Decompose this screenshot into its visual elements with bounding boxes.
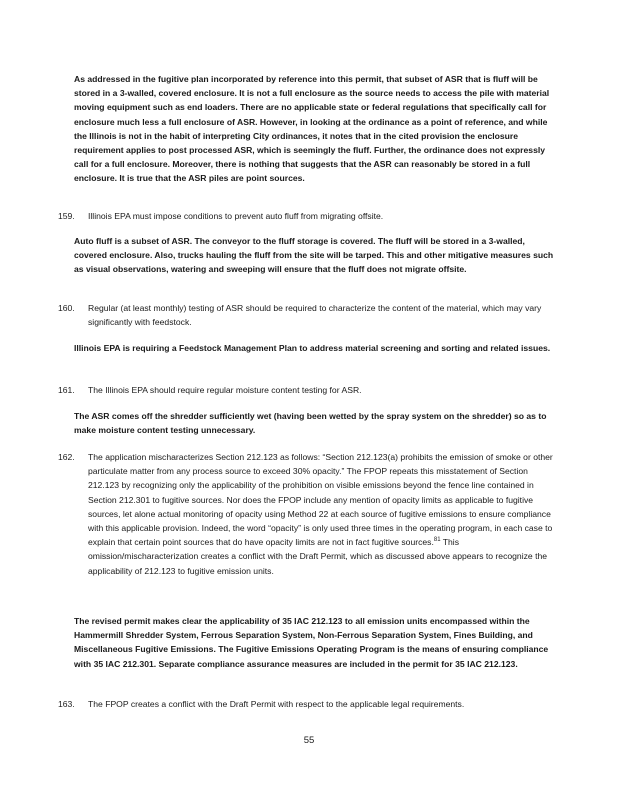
response-paragraph: Illinois EPA is requiring a Feedstock Management Plan to address material screening and sorting and related issues. — [74, 343, 551, 353]
comment-text: The Illinois EPA should require regular moisture content testing for ASR. — [88, 385, 362, 395]
comment-number: 159. — [58, 211, 75, 221]
comment-text: Illinois EPA must impose conditions to prevent auto fluff from migrating offsite. — [88, 211, 384, 221]
comment-text: Regular (at least monthly) testing of ASR should be required to characterize the content of the material, which may vary significantly with feedstock. — [88, 303, 542, 328]
footnote-marker: 81 — [433, 537, 441, 544]
page-number: 55 — [303, 735, 315, 746]
comment-number: 161. — [58, 385, 75, 395]
comment-text — [88, 450, 558, 578]
comment-text-part: The application mischaracterizes Section 212.123 as follows: “Section 212.123(a) prohibits the emission of smoke or other particulate matter from any process source to exceed 30% opacity.” The FPOP repeats this misstatement of Section 212.123 by recognizing only the applicability of the prohibition on visible emissions beyond the fence line contained in Section 212.301 to fugitive sources. Nor does the FPOP include any mention of opacity limits as applicable to fugitive sources, let alone actual monitoring of opacity using Method 22 at each source of fugitive emissions to ensure compliance with this applicable provision. Indeed, the word “opacity” is only used three times in the operating program, in each case to explain that certain point sources that do have opacity limits are not in fact fugitive sources. — [88, 452, 553, 548]
comment-number: 160. — [58, 303, 75, 313]
response-paragraph: The ASR comes off the shredder sufficiently wet (having been wetted by the spray system on the shredder) so as to make moisture content testing unnecessary. — [74, 411, 547, 436]
comment-text: The FPOP creates a conflict with the Draft Permit with respect to the applicable legal requirements. — [88, 699, 465, 709]
response-paragraph: As addressed in the fugitive plan incorporated by reference into this permit, that subset of ASR that is fluff will be stored in a 3-walled, covered enclosure. It is not a full enclosure as the source needs to access the pile with material moving equipment such as end loaders. There are no applicable state or federal regulations that specifically call for enclosure much less a full enclosure of ASR. However, in looking at the ordinance as a point of reference, and while the Illinois is not in the habit of interpreting City ordinances, it notes that in the cited provision the enclosure requirement applies to post processed ASR, which is seemingly the fluff. Further, the ordinance does not expressly call for a full enclosure. Moreover, there is nothing that suggests that the ASR can reasonably be stored in a full enclosure. It is true that the ASR piles are point sources. — [74, 74, 550, 184]
response-paragraph: The revised permit makes clear the applicability of 35 IAC 212.123 to all emission units encompassed within the Hammermill Shredder System, Ferrous Separation System, Non-Ferrous Separation System, Fines Building, and Miscellaneous Fugitive Emissions. The Fugitive Emissions Operating Program is the means of ensuring compliance with 35 IAC 212.301. Separate compliance assurance measures are included in the permit for 35 IAC 212.123. — [74, 616, 549, 669]
comment-number: 163. — [58, 699, 75, 709]
comment-text-part: This omission/mischaracterization creates a conflict with the Draft Permit, which as discussed above appears to recognize the applicability of 212.123 to fugitive emission units. — [88, 537, 548, 576]
response-paragraph: Auto fluff is a subset of ASR. The conveyor to the fluff storage is covered. The fluff will be stored in a 3-walled, covered enclosure. Also, trucks hauling the fluff from the site will be tarped. This and other mitigative measures such as visual observations, watering and sweeping will ensure that the fluff does not migrate offsite. — [74, 236, 554, 275]
comment-number: 162. — [58, 452, 75, 462]
